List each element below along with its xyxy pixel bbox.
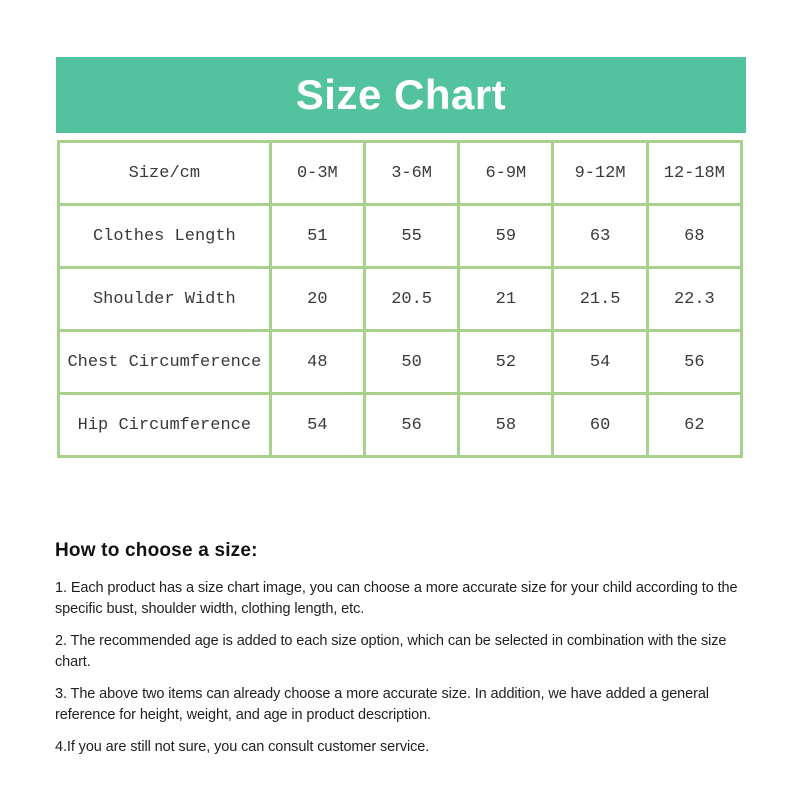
banner-title: Size Chart <box>295 71 507 118</box>
row-label: Shoulder Width <box>59 268 271 331</box>
table-header-12-18m: 12-18M <box>647 142 741 205</box>
size-chart-banner <box>56 57 746 133</box>
guide-paragraph-1: 1. Each product has a size chart image, you can choose a more accurate size for your child according to the specific bust, shoulder width, clothing length, etc. <box>55 580 738 617</box>
table-header-6-9m: 6-9M <box>459 142 553 205</box>
table-cell: 50 <box>364 331 458 394</box>
guide-paragraph-4: 4.If you are still not sure, you can consult customer service. <box>55 739 430 755</box>
table-cell: 20 <box>270 268 364 331</box>
table-header-0-3m: 0-3M <box>270 142 364 205</box>
size-guide <box>55 540 755 768</box>
table-row-chest-circumference <box>59 331 742 394</box>
table-cell: 21.5 <box>553 268 647 331</box>
table-cell: 60 <box>553 394 647 457</box>
table-cell: 21 <box>459 268 553 331</box>
table-header-9-12m: 9-12M <box>553 142 647 205</box>
guide-heading: How to choose a size: <box>55 540 258 561</box>
table-cell: 55 <box>364 205 458 268</box>
guide-paragraph-2: 2. The recommended age is added to each size option, which can be selected in combination with the size chart. <box>55 633 727 670</box>
table-cell: 54 <box>270 394 364 457</box>
row-label: Hip Circumference <box>59 394 271 457</box>
table-cell: 59 <box>459 205 553 268</box>
table-row-hip-circumference <box>59 394 742 457</box>
table-header-size-cm: Size/cm <box>59 142 271 205</box>
table-row-clothes-length <box>59 205 742 268</box>
table-cell: 52 <box>459 331 553 394</box>
table-header-3-6m: 3-6M <box>364 142 458 205</box>
table-cell: 51 <box>270 205 364 268</box>
table-cell: 56 <box>647 331 741 394</box>
table-cell: 54 <box>553 331 647 394</box>
row-label: Clothes Length <box>59 205 271 268</box>
table-cell: 62 <box>647 394 741 457</box>
table-cell: 56 <box>364 394 458 457</box>
table-cell: 68 <box>647 205 741 268</box>
table-row-shoulder-width <box>59 268 742 331</box>
table-cell: 58 <box>459 394 553 457</box>
table-cell: 63 <box>553 205 647 268</box>
table-cell: 48 <box>270 331 364 394</box>
table-cell: 20.5 <box>364 268 458 331</box>
table-header-row <box>59 142 742 205</box>
guide-paragraph-3: 3. The above two items can already choose a more accurate size. In addition, we have added a general reference for height, weight, and age in product description. <box>55 686 709 723</box>
table-cell: 22.3 <box>647 268 741 331</box>
size-chart-table <box>57 140 743 458</box>
row-label: Chest Circumference <box>59 331 271 394</box>
